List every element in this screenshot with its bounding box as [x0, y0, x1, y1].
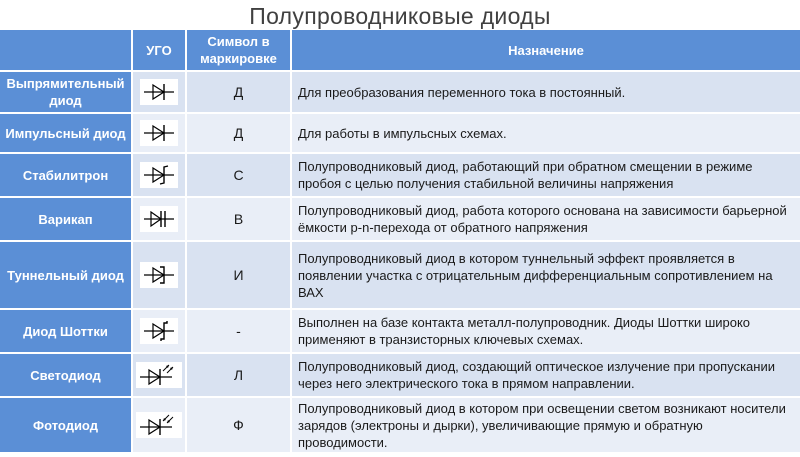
- table-row: [0, 353, 800, 397]
- row-name: Диод Шоттки: [0, 309, 132, 353]
- diodes-table: [0, 30, 800, 454]
- row-description: Для работы в импульсных схемах.: [291, 113, 800, 153]
- page-title: Полупроводниковые диоды: [249, 3, 551, 29]
- led-icon: [136, 362, 182, 388]
- row-name: Импульсный диод: [0, 113, 132, 153]
- table-row: [0, 309, 800, 353]
- table-header-row: [0, 30, 800, 71]
- row-name: Фотодиод: [0, 397, 132, 453]
- diode-icon: [140, 79, 178, 105]
- table-row: [0, 113, 800, 153]
- table-row: [0, 241, 800, 309]
- row-name: Туннельный диод: [0, 241, 132, 309]
- diode-icon: [140, 120, 178, 146]
- row-mark: Л: [186, 353, 291, 397]
- table-row: [0, 397, 800, 453]
- row-description: Полупроводниковый диод, создающий оптическое излучение при пропускании через него электрического тока в прямом направлении.: [291, 353, 800, 397]
- tunnel-diode-icon: [140, 262, 178, 288]
- header-purpose: Назначение: [291, 30, 800, 71]
- row-description: Полупроводниковый диод в котором туннельный эффект проявляется в появлении участка с отрицательным дифференциальным сопротивлением на ВАХ: [291, 241, 800, 309]
- row-mark: Ф: [186, 397, 291, 453]
- row-description: Выполнен на базе контакта металл-полупроводник. Диоды Шоттки широко применяют в транзисторных ключевых схемах.: [291, 309, 800, 353]
- table-row: [0, 153, 800, 197]
- header-symbol: Символ в маркировке: [186, 30, 291, 71]
- photodiode-icon: [136, 412, 182, 438]
- row-name: Выпрямительный диод: [0, 71, 132, 113]
- row-name: Светодиод: [0, 353, 132, 397]
- header-name: [0, 30, 132, 71]
- schottky-diode-icon: [140, 318, 178, 344]
- row-mark: Д: [186, 71, 291, 113]
- row-description: Полупроводниковый диод, работа которого основана на зависимости барьерной ёмкости p-n-перехода от обратного напряжения: [291, 197, 800, 241]
- row-mark: С: [186, 153, 291, 197]
- row-mark: Д: [186, 113, 291, 153]
- row-description: Для преобразования переменного тока в постоянный.: [291, 71, 800, 113]
- row-mark: И: [186, 241, 291, 309]
- row-name: Варикап: [0, 197, 132, 241]
- row-mark: В: [186, 197, 291, 241]
- varicap-icon: [140, 206, 178, 232]
- zener-diode-icon: [140, 162, 178, 188]
- table-row: [0, 71, 800, 113]
- table-row: [0, 197, 800, 241]
- row-mark: -: [186, 309, 291, 353]
- row-description: Полупроводниковый диод в котором при освещении светом возникают носители зарядов (электроны и дырки), увеличивающие прямую и обратную проводимости.: [291, 397, 800, 453]
- row-name: Стабилитрон: [0, 153, 132, 197]
- header-ugo: УГО: [132, 30, 186, 71]
- row-description: Полупроводниковый диод, работающий при обратном смещении в режиме пробоя с целью получения стабильной величины напряжения: [291, 153, 800, 197]
